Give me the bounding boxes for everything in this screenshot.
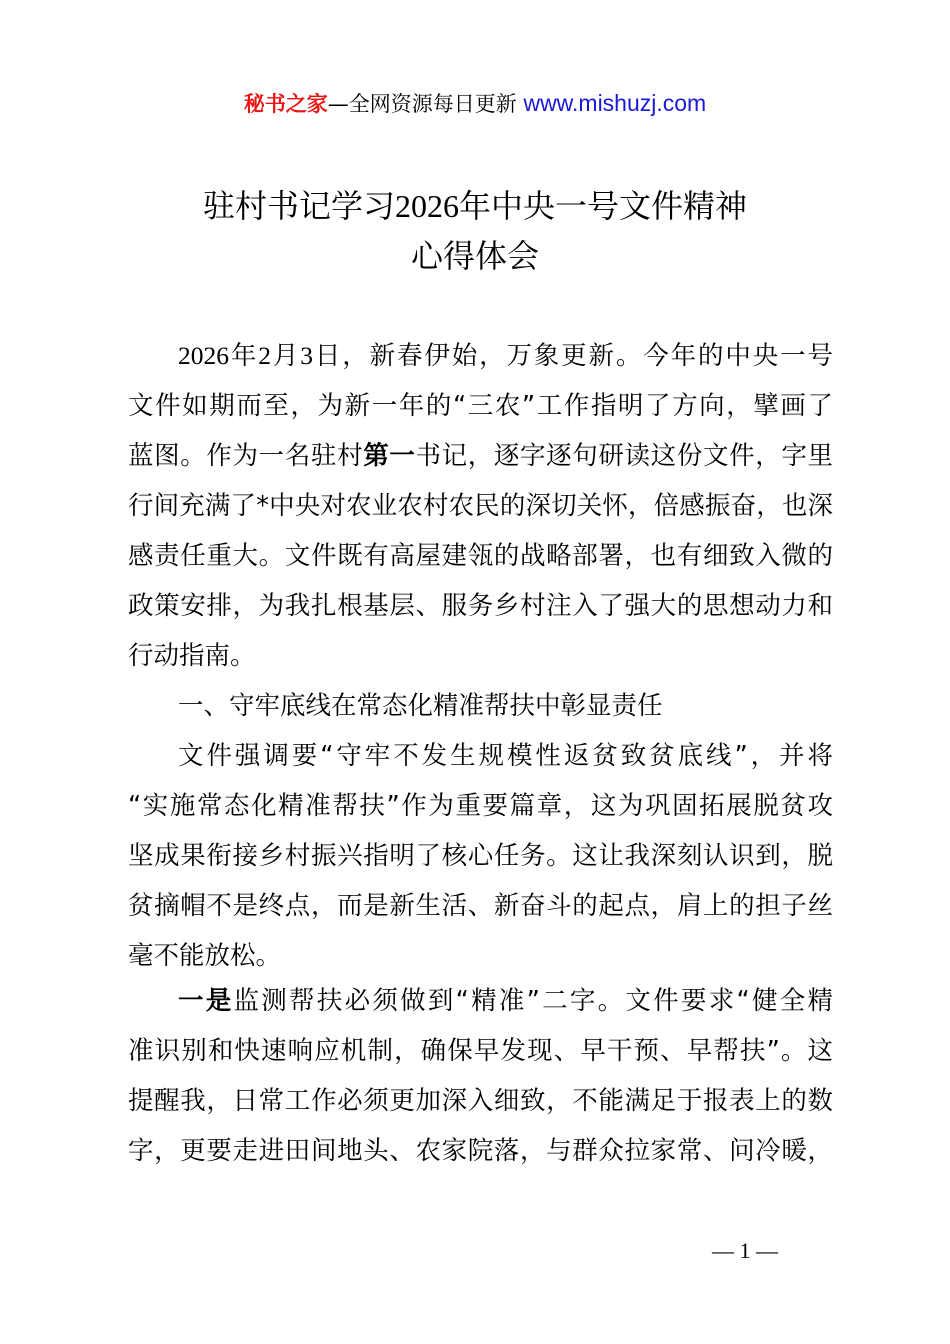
- year-number: 2026: [178, 341, 229, 370]
- day-number: 3: [300, 341, 313, 370]
- document-title-line-2: 心得体会: [410, 237, 539, 275]
- text-span: 监测帮扶必须做到“精准”二字。文件要求“健全精: [233, 986, 833, 1016]
- text-line: 文件如期而至，为新一年的“三农”工作指明了方向，擘画了: [128, 391, 833, 421]
- site-banner: [0, 88, 950, 119]
- month-number: 2: [258, 341, 271, 370]
- text-line: 感责任重大。文件既有高屋建瓴的战略部署，也有细致入微的: [128, 541, 833, 571]
- title-text-a: 驻村书记学习: [202, 187, 395, 225]
- text-line: 行动指南。: [128, 641, 256, 671]
- text-span: 年: [229, 341, 259, 371]
- text-line: [178, 339, 833, 373]
- section-heading: 一、守牢底线在常态化精准帮扶中彰显责任: [178, 691, 663, 721]
- text-line: 字，更要走进田间地头、农家院落，与群众拉家常、问冷暖，: [128, 1136, 833, 1166]
- text-line: 毫不能放松。: [128, 941, 282, 971]
- text-line: 坚成果衔接乡村振兴指明了核心任务。这让我深刻认识到，脱: [128, 841, 833, 871]
- brand-name: 秘书之家: [243, 92, 328, 116]
- banner-tagline: —全网资源每日更新: [327, 92, 517, 116]
- text-line: [178, 984, 833, 1018]
- text-line: 行间充满了*中央对农业农村农民的深切关怀，倍感振奋，也深: [128, 491, 833, 521]
- text-line: “实施常态化精准帮扶”作为重要篇章，这为巩固拓展脱贫攻: [128, 791, 833, 821]
- site-url-link[interactable]: www.mishuzj.com: [523, 90, 707, 116]
- title-text-b: 年中央一号文件精神: [459, 187, 748, 225]
- text-span: 蓝图。作为一名驻村: [128, 441, 364, 471]
- text-span: 日，新春伊始，万象更新。今年的中央一号: [313, 341, 833, 371]
- text-line: 文件强调要“守牢不发生规模性返贫致贫底线”，并将: [178, 741, 833, 771]
- title-year: 2026: [395, 188, 459, 224]
- page-number: — 1 —: [712, 1238, 778, 1263]
- document-title-line-1: [0, 186, 950, 226]
- text-line: 政策安排，为我扎根基层、服务乡村注入了强大的思想动力和: [128, 591, 833, 621]
- text-line: [128, 439, 833, 473]
- bold-text: 第一: [363, 441, 416, 471]
- text-span: 月: [271, 341, 301, 371]
- text-line: 准识别和快速响应机制，确保早发现、早干预、早帮扶”。这: [128, 1036, 833, 1066]
- bold-text: 一是: [178, 986, 234, 1016]
- text-line: 提醒我，日常工作必须更加深入细致，不能满足于报表上的数: [128, 1086, 833, 1116]
- text-span: 书记，逐字逐句研读这份文件，字里: [415, 441, 833, 471]
- text-line: 贫摘帽不是终点，而是新生活、新奋斗的起点，肩上的担子丝: [128, 891, 833, 921]
